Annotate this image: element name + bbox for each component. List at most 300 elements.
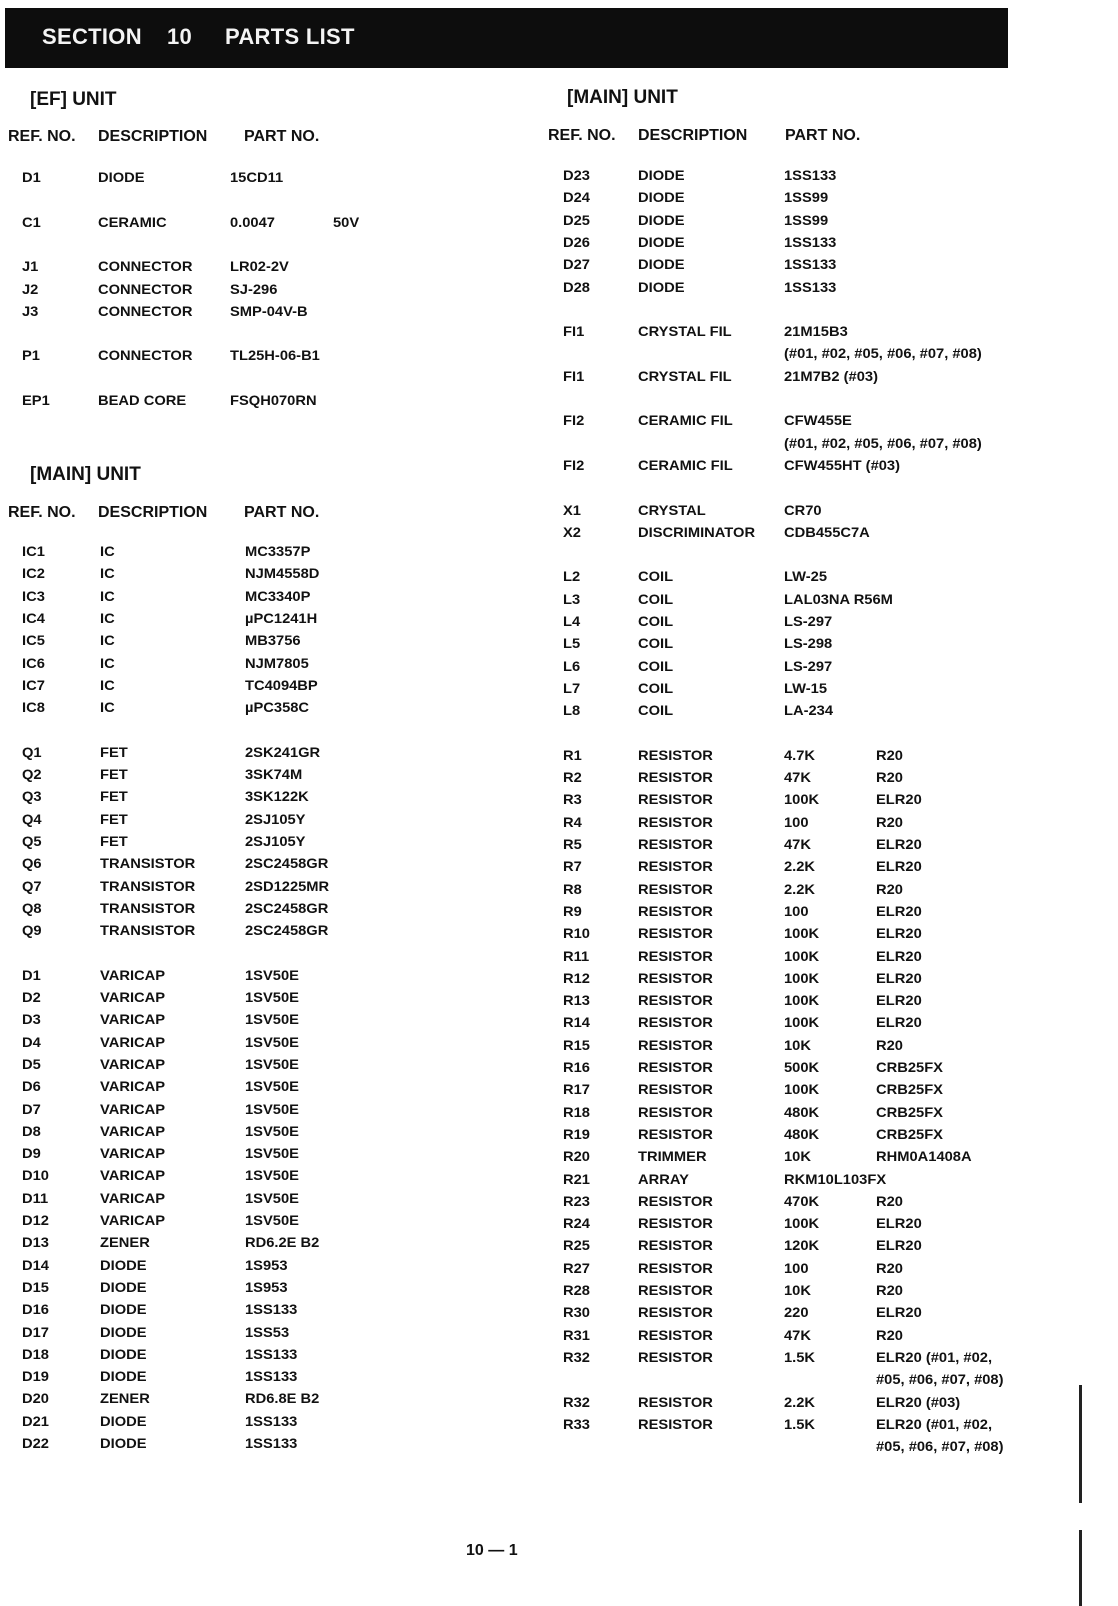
ref-no: D3	[22, 1011, 41, 1028]
description: DIODE	[638, 233, 685, 250]
part-no: TC4094BP	[245, 676, 318, 693]
part-spec: ELR20	[876, 1304, 922, 1321]
part-no: FSQH070RN	[230, 392, 317, 408]
part-no: 2SC2458GR	[245, 899, 329, 916]
part-no: MC3340P	[245, 587, 311, 604]
ref-no: X1	[563, 501, 581, 518]
ref-no: Q2	[22, 766, 42, 782]
ref-no: D27	[563, 256, 590, 273]
ref-no: IC8	[22, 699, 45, 716]
description: BEAD CORE	[98, 392, 187, 408]
ref-no: R32	[563, 1393, 590, 1410]
ref-no: J1	[22, 258, 39, 275]
col-header-part: PART NO.	[244, 128, 320, 145]
part-no: 1.5K	[784, 1415, 816, 1432]
description: DIODE	[638, 167, 685, 183]
description: FET	[100, 810, 128, 827]
description: RESISTOR	[638, 1059, 713, 1075]
ref-no: R25	[563, 1237, 590, 1254]
description: IC	[100, 699, 115, 716]
description: RESISTOR	[638, 1237, 713, 1254]
part-no: 10K	[784, 1036, 811, 1053]
part-no: 2.2K	[784, 1393, 816, 1410]
description: DIODE	[100, 1345, 147, 1362]
part-spec: R20	[876, 1192, 903, 1209]
ref-no: D13	[22, 1234, 49, 1251]
col-header-ref: REF. NO.	[8, 128, 76, 145]
part-spec: ELR20	[876, 1237, 922, 1254]
description: VARICAP	[100, 1100, 166, 1117]
part-spec: ELR20 (#03)	[876, 1393, 961, 1410]
ref-no: R10	[563, 925, 590, 942]
ref-no: R19	[563, 1125, 590, 1142]
description: DIODE	[638, 211, 685, 228]
description: VARICAP	[100, 1055, 166, 1072]
ref-no: R30	[563, 1304, 590, 1321]
part-no: 480K	[784, 1125, 820, 1142]
part-no: 21M7B2 (#03)	[784, 367, 878, 384]
ref-no: IC1	[22, 543, 45, 559]
part-no: SJ-296	[230, 280, 278, 297]
description: DIODE	[100, 1301, 147, 1318]
part-no: 500K	[784, 1059, 820, 1075]
part-spec: ELR20	[876, 1014, 922, 1031]
part-no: LR02-2V	[230, 258, 289, 275]
part-no: 470K	[784, 1192, 820, 1209]
ref-no: D12	[22, 1212, 49, 1228]
part-spec: R20	[876, 1259, 903, 1276]
part-spec: ELR20	[876, 947, 922, 964]
part-no: LS-297	[784, 657, 833, 674]
main-unit-title-left: [MAIN] UNIT	[30, 464, 141, 485]
description: DIODE	[100, 1368, 147, 1385]
ref-no: D18	[22, 1345, 49, 1362]
ref-no: D25	[563, 211, 590, 228]
ref-no: R12	[563, 969, 590, 986]
ref-no: D19	[22, 1368, 49, 1385]
ref-no: D1	[22, 169, 41, 185]
part-no: 100	[784, 902, 809, 919]
part-spec: R20	[876, 769, 903, 786]
part-no-note: (#01, #02, #05, #06, #07, #08)	[784, 434, 982, 451]
ref-no: R21	[563, 1170, 590, 1187]
ref-no: IC4	[22, 609, 45, 626]
ref-no: P1	[22, 347, 40, 364]
description: VARICAP	[100, 1167, 166, 1184]
part-no: 100K	[784, 791, 820, 808]
ref-no: FI1	[563, 367, 585, 384]
ref-no: D8	[22, 1122, 41, 1139]
part-no: 4.7K	[784, 746, 816, 763]
scan-edge-mark	[1079, 1385, 1082, 1503]
part-no: 1SV50E	[245, 1122, 299, 1139]
description: IC	[100, 543, 115, 559]
part-no: 1SS133	[245, 1435, 298, 1451]
ref-no: D11	[22, 1189, 49, 1206]
part-no: 120K	[784, 1237, 820, 1254]
description: RESISTOR	[638, 992, 713, 1009]
ref-no: R32	[563, 1348, 590, 1365]
ref-no: IC3	[22, 587, 45, 604]
part-spec: ELR20	[876, 836, 922, 852]
part-no: 47K	[784, 1326, 811, 1343]
description: RESISTOR	[638, 1125, 713, 1142]
description: ZENER	[100, 1234, 150, 1251]
part-no: 1SV50E	[245, 1145, 299, 1162]
part-no: 100K	[784, 1014, 820, 1031]
ref-no: Q3	[22, 788, 42, 805]
part-no-note: (#01, #02, #05, #06, #07, #08)	[784, 345, 982, 362]
part-no: 21M15B3	[784, 323, 848, 340]
part-no: 1SV50E	[245, 1011, 299, 1028]
part-spec: 50V	[333, 213, 360, 230]
part-no: 1SV50E	[245, 966, 299, 983]
description: VARICAP	[100, 1212, 166, 1228]
description: TRIMMER	[638, 1148, 707, 1165]
description: RESISTOR	[638, 969, 713, 986]
description: TRANSISTOR	[100, 899, 196, 916]
ref-no: J2	[22, 280, 39, 297]
description: DIODE	[100, 1435, 147, 1451]
description: RESISTOR	[638, 1304, 713, 1321]
description: RESISTOR	[638, 947, 713, 964]
part-spec: R20	[876, 880, 903, 897]
part-spec-note: #05, #06, #07, #08)	[876, 1438, 1004, 1455]
part-no: TL25H-06-B1	[230, 347, 320, 364]
ref-no: R18	[563, 1103, 590, 1120]
part-no: 3SK122K	[245, 788, 309, 805]
description: IC	[100, 609, 115, 626]
col-header-desc: DESCRIPTION	[98, 128, 208, 145]
description: VARICAP	[100, 989, 166, 1005]
ref-no: L3	[563, 590, 581, 607]
ref-no: IC7	[22, 676, 45, 693]
ref-no: Q8	[22, 899, 42, 916]
part-no: 1SS133	[245, 1412, 298, 1429]
description: DIODE	[100, 1323, 147, 1340]
description: RESISTOR	[638, 902, 713, 919]
description: CONNECTOR	[98, 258, 193, 275]
part-no: 1SS133	[784, 256, 837, 273]
ref-no: R5	[563, 836, 582, 852]
description: RESISTOR	[638, 1326, 713, 1343]
ref-no: R8	[563, 880, 582, 897]
ref-no: D5	[22, 1055, 41, 1072]
ref-no: D17	[22, 1323, 49, 1340]
part-no: LW-15	[784, 679, 828, 696]
part-no: 1SV50E	[245, 1033, 299, 1050]
part-no: 0.0047	[230, 213, 275, 230]
section-number: 10	[167, 24, 193, 49]
ref-no: R20	[563, 1148, 590, 1165]
ref-no: EP1	[22, 392, 50, 408]
ref-no: L4	[563, 613, 581, 629]
part-no: µPC358C	[245, 699, 310, 716]
description: COIL	[638, 613, 674, 629]
part-no: CDB455C7A	[784, 523, 870, 540]
part-no: 100K	[784, 947, 820, 964]
part-no: RD6.2E B2	[245, 1234, 320, 1251]
ref-no: D28	[563, 278, 590, 295]
description: RESISTOR	[638, 1192, 713, 1209]
ref-no: R27	[563, 1259, 590, 1276]
description: CERAMIC FIL	[638, 412, 733, 429]
part-no: LS-298	[784, 635, 833, 652]
ref-no: C1	[22, 213, 41, 230]
description: VARICAP	[100, 1122, 166, 1139]
description: COIL	[638, 635, 674, 652]
part-no: 2SC2458GR	[245, 922, 329, 939]
ref-no: L8	[563, 702, 581, 719]
part-no: 47K	[784, 836, 811, 852]
part-no: 100K	[784, 1215, 820, 1232]
part-no: 100K	[784, 969, 820, 986]
ref-no: L7	[563, 679, 581, 696]
part-no: NJM7805	[245, 654, 309, 671]
part-no: LS-297	[784, 613, 833, 629]
part-no: 1SV50E	[245, 1100, 299, 1117]
ref-no: Q9	[22, 922, 42, 939]
col-header-desc: DESCRIPTION	[638, 127, 748, 144]
description: CRYSTAL FIL	[638, 367, 732, 384]
part-no: 1SV50E	[245, 1055, 299, 1072]
part-no: 1SS133	[784, 278, 837, 295]
description: RESISTOR	[638, 1393, 713, 1410]
ef-unit-title: [EF] UNIT	[30, 89, 117, 110]
part-no: 1SS133	[245, 1368, 298, 1385]
ref-no: R33	[563, 1415, 590, 1432]
description: COIL	[638, 679, 674, 696]
description: FET	[100, 766, 128, 782]
part-spec: CRB25FX	[876, 1125, 943, 1142]
ref-no: D1	[22, 966, 41, 983]
description: ARRAY	[638, 1170, 689, 1187]
description: VARICAP	[100, 966, 166, 983]
col-header-ref: REF. NO.	[8, 504, 76, 521]
part-no: NJM4558D	[245, 565, 320, 582]
part-no: SMP-04V-B	[230, 302, 308, 319]
part-no: 1SS99	[784, 211, 829, 228]
description: VARICAP	[100, 1145, 166, 1162]
ref-no: X2	[563, 523, 581, 540]
ref-no: R1	[563, 746, 582, 763]
description: IC	[100, 632, 115, 649]
part-spec: R20	[876, 1326, 903, 1343]
ref-no: J3	[22, 302, 39, 319]
description: VARICAP	[100, 1078, 166, 1095]
part-no: MC3357P	[245, 543, 311, 559]
description: DIODE	[638, 278, 685, 295]
part-spec: ELR20	[876, 992, 922, 1009]
ref-no: D6	[22, 1078, 41, 1095]
description: RESISTOR	[638, 791, 713, 808]
ref-no: Q6	[22, 855, 42, 872]
part-no: 10K	[784, 1148, 811, 1165]
description: RESISTOR	[638, 1259, 713, 1276]
description: RESISTOR	[638, 1014, 713, 1031]
part-no: 1SV50E	[245, 1212, 299, 1228]
part-no: MB3756	[245, 632, 301, 649]
ref-no: Q7	[22, 877, 42, 894]
part-no: 1SS133	[784, 233, 837, 250]
ref-no: D7	[22, 1100, 41, 1117]
ref-no: FI2	[563, 456, 585, 473]
description: RESISTOR	[638, 1215, 713, 1232]
description: DIODE	[638, 189, 685, 206]
ref-no: D24	[563, 189, 590, 206]
description: RESISTOR	[638, 836, 713, 852]
part-no: 220	[784, 1304, 809, 1321]
ref-no: L6	[563, 657, 581, 674]
ref-no: FI1	[563, 323, 585, 340]
part-no: 1SV50E	[245, 989, 299, 1005]
part-no: 10K	[784, 1282, 811, 1298]
part-no: 2SK241GR	[245, 743, 321, 760]
part-spec: ELR20	[876, 791, 922, 808]
part-no: RKM10L103FX	[784, 1170, 887, 1187]
part-spec: ELR20	[876, 858, 922, 875]
part-no: 1SV50E	[245, 1167, 299, 1184]
description: RESISTOR	[638, 769, 713, 786]
part-spec: CRB25FX	[876, 1103, 943, 1120]
part-no: 1S953	[245, 1256, 288, 1273]
part-no: 100	[784, 813, 809, 830]
col-header-part: PART NO.	[785, 127, 861, 144]
part-no: 1SS133	[784, 167, 837, 183]
part-no: LW-25	[784, 568, 828, 585]
ref-no: IC6	[22, 654, 45, 671]
ref-no: R24	[563, 1215, 590, 1232]
description: COIL	[638, 568, 674, 585]
part-no: 100	[784, 1259, 809, 1276]
part-no: LA-234	[784, 702, 834, 719]
description: RESISTOR	[638, 925, 713, 942]
description: CRYSTAL FIL	[638, 323, 732, 340]
part-no: LAL03NA R56M	[784, 590, 893, 607]
part-no: 1SS133	[245, 1345, 298, 1362]
description: TRANSISTOR	[100, 855, 196, 872]
section-title: PARTS LIST	[225, 24, 355, 49]
ref-no: D21	[22, 1412, 49, 1429]
description: FET	[100, 743, 128, 760]
ref-no: R11	[563, 947, 590, 964]
description: FET	[100, 788, 128, 805]
part-spec: R20	[876, 1036, 903, 1053]
description: RESISTOR	[638, 1081, 713, 1098]
part-spec: R20	[876, 813, 903, 830]
description: CONNECTOR	[98, 302, 193, 319]
description: RESISTOR	[638, 1036, 713, 1053]
part-no: 15CD11	[230, 169, 284, 185]
description: VARICAP	[100, 1033, 166, 1050]
part-no: 2.2K	[784, 858, 816, 875]
ref-no: R23	[563, 1192, 590, 1209]
description: CONNECTOR	[98, 347, 193, 364]
part-no: 1SV50E	[245, 1189, 299, 1206]
part-no: 1SS53	[245, 1323, 290, 1340]
part-no: CFW455HT (#03)	[784, 456, 900, 473]
part-spec: CRB25FX	[876, 1059, 943, 1075]
description: FET	[100, 832, 128, 849]
description: COIL	[638, 657, 674, 674]
part-no: µPC1241H	[245, 609, 318, 626]
description: DIODE	[100, 1412, 147, 1429]
ref-no: R2	[563, 769, 582, 786]
part-spec: ELR20	[876, 925, 922, 942]
part-no: 1.5K	[784, 1348, 816, 1365]
section-label: SECTION	[42, 24, 142, 49]
description: RESISTOR	[638, 813, 713, 830]
ref-no: D20	[22, 1390, 49, 1407]
ref-no: R3	[563, 791, 582, 808]
ref-no: D2	[22, 989, 41, 1005]
part-no: CFW455E	[784, 412, 852, 429]
ref-no: Q5	[22, 832, 42, 849]
ref-no: R13	[563, 992, 590, 1009]
part-no: CR70	[784, 501, 822, 518]
part-spec-note: #05, #06, #07, #08)	[876, 1371, 1004, 1388]
description: COIL	[638, 702, 674, 719]
description: TRANSISTOR	[100, 922, 196, 939]
part-spec: ELR20 (#01, #02,	[876, 1415, 993, 1432]
ref-no: D15	[22, 1278, 49, 1295]
part-spec: R20	[876, 746, 903, 763]
ref-no: Q4	[22, 810, 42, 827]
part-no: 1SS133	[245, 1301, 298, 1318]
description: TRANSISTOR	[100, 877, 196, 894]
description: RESISTOR	[638, 746, 713, 763]
description: IC	[100, 676, 115, 693]
ref-no: R14	[563, 1014, 590, 1031]
part-no: 100K	[784, 1081, 820, 1098]
section-header-bar	[5, 8, 1008, 68]
description: CERAMIC FIL	[638, 456, 733, 473]
ref-no: D23	[563, 167, 590, 183]
description: VARICAP	[100, 1189, 166, 1206]
ref-no: D4	[22, 1033, 41, 1050]
part-spec: RHM0A1408A	[876, 1148, 972, 1165]
ref-no: R17	[563, 1081, 590, 1098]
description: RESISTOR	[638, 1282, 713, 1298]
description: COIL	[638, 590, 674, 607]
part-spec: ELR20 (#01, #02,	[876, 1348, 993, 1365]
part-no: 1SS99	[784, 189, 829, 206]
part-no: 100K	[784, 992, 820, 1009]
ref-no: D10	[22, 1167, 49, 1184]
ref-no: D22	[22, 1435, 49, 1451]
ref-no: D16	[22, 1301, 49, 1318]
description: IC	[100, 565, 115, 582]
description: RESISTOR	[638, 1348, 713, 1365]
part-no: 47K	[784, 769, 811, 786]
description: ZENER	[100, 1390, 150, 1407]
description: IC	[100, 587, 115, 604]
description: RESISTOR	[638, 880, 713, 897]
scan-edge-mark	[1079, 1530, 1082, 1606]
description: DIODE	[638, 256, 685, 273]
ref-no: R16	[563, 1059, 590, 1075]
description: CONNECTOR	[98, 280, 193, 297]
col-header-ref: REF. NO.	[548, 127, 616, 144]
ref-no: L2	[563, 568, 581, 585]
ref-no: R31	[563, 1326, 590, 1343]
ref-no: R28	[563, 1282, 590, 1298]
part-no: 2SD1225MR	[245, 877, 330, 894]
description: DISCRIMINATOR	[638, 523, 756, 540]
ref-no: R4	[563, 813, 582, 830]
part-spec: ELR20	[876, 902, 922, 919]
description: CRYSTAL	[638, 501, 706, 518]
